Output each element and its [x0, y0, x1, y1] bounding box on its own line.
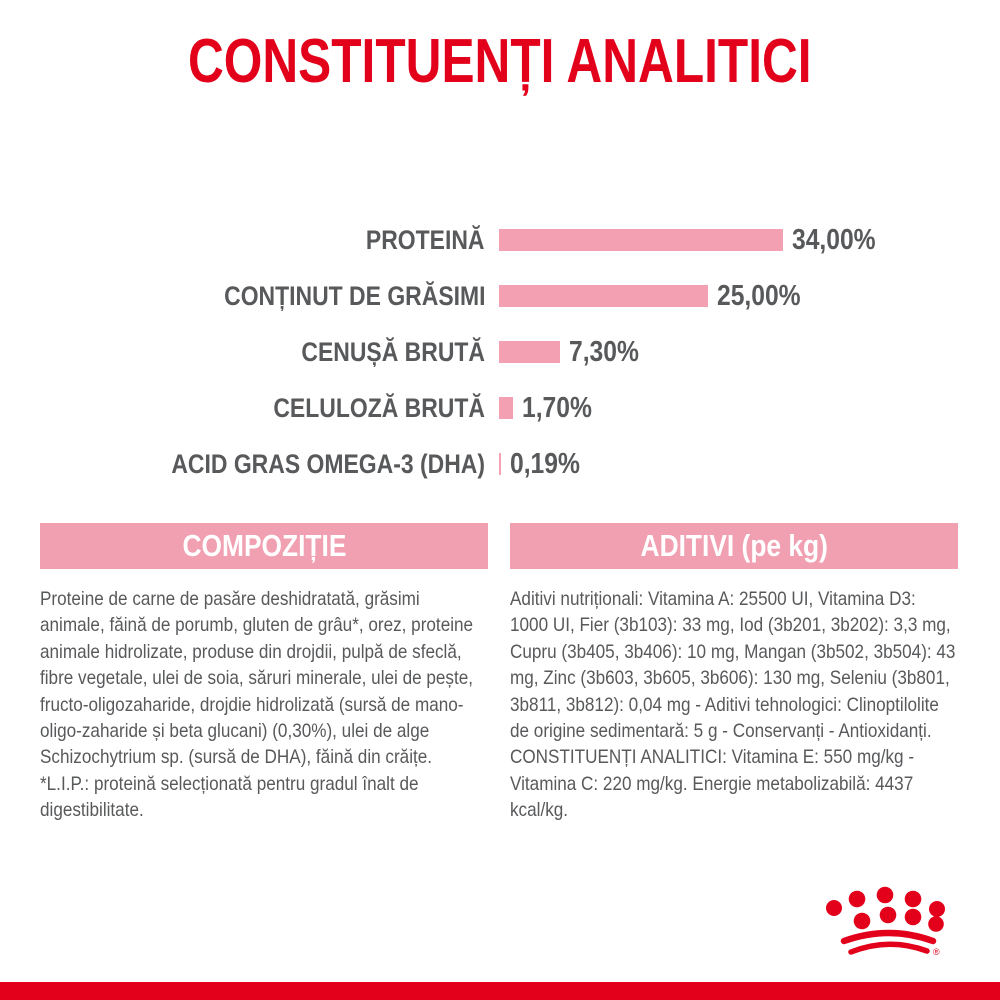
registered-mark: ® — [933, 947, 940, 957]
page-title-text: CONSTITUENȚI ANALITICI — [188, 27, 812, 96]
nutrient-label: PROTEINĂ — [366, 225, 485, 255]
chart-row — [0, 280, 1000, 312]
nutrient-bar — [499, 397, 513, 419]
additives-constituents-paragraph: CONSTITUENȚI ANALITICI: Vitamina E: 550 mg/kg - Vitamina C: 220 mg/kg. Energie metabolizabilă: 4437 kcal/kg. — [510, 746, 915, 822]
nutrient-label: ACID GRAS OMEGA-3 (DHA) — [171, 449, 485, 479]
page-title — [0, 24, 1000, 100]
royal-canin-crown-logo — [822, 884, 954, 960]
nutrient-value: 7,30% — [569, 336, 639, 368]
composition-lip-note: *L.I.P.: proteină selecționată pentru gradul înalt de digestibilitate. — [40, 772, 419, 822]
composition-header-text: COMPOZIȚIE — [182, 528, 346, 563]
nutrient-bar — [499, 285, 708, 307]
additives-paragraph: Aditivi nutriționali: Vitamina A: 25500 UI, Vitamina D3: 1000 UI, Fier (3b103): 33 mg, Iod (3b201, 3b202): 3,3 mg, Cupru (3b405, 3b406): 10 mg, Mangan (3b502, 3b504): 43 mg, Zinc (3b603, 3b605, 3b606): 130 mg, Seleniu (3b801, 3b811, 3b812): 0,04 mg - Aditivi tehnologici: Clinoptilolite de origine sedimentară: 5 g - Conservanți - Antioxidanți. — [510, 588, 956, 743]
chart-row — [0, 448, 1000, 480]
additives-header-text: ADITIVI (pe kg) — [640, 528, 828, 563]
composition-section-header — [40, 523, 488, 569]
composition-paragraph: Proteine de carne de pasăre deshidratată, grăsimi animale, făină de porumb, gluten de grâu*, orez, proteine animale hidrolizate, produse din drojdii, pulpă de sfeclă, fibre vegetale, ulei de soia, săruri minerale, ulei de pește, fructo-oligozaharide, drojdie hidrolizată (sursă de mano-oligo-zaharide și beta glucani) (0,30%), ulei de alge Schizochytrium sp. (sursă de DHA), făină din crăițe. — [40, 588, 474, 769]
bottom-red-bar — [0, 982, 1000, 1000]
nutrient-label: CONȚINUT DE GRĂSIMI — [223, 281, 485, 311]
nutrient-value: 34,00% — [792, 224, 876, 256]
nutrient-value: 25,00% — [717, 280, 801, 312]
nutrient-bar — [499, 229, 783, 251]
nutrient-bar — [499, 453, 501, 475]
additives-body — [510, 586, 958, 824]
chart-row — [0, 392, 1000, 424]
nutrient-label: CELULOZĂ BRUTĂ — [273, 393, 485, 423]
nutrient-bar — [499, 341, 560, 363]
additives-section-header — [510, 523, 958, 569]
composition-body — [40, 586, 488, 824]
nutrient-value: 0,19% — [509, 448, 580, 480]
chart-row — [0, 224, 1000, 256]
nutrient-label: CENUȘĂ BRUTĂ — [301, 337, 485, 367]
nutrient-value: 1,70% — [522, 392, 593, 424]
chart-row — [0, 336, 1000, 368]
nutrient-bar-chart — [0, 218, 1000, 488]
